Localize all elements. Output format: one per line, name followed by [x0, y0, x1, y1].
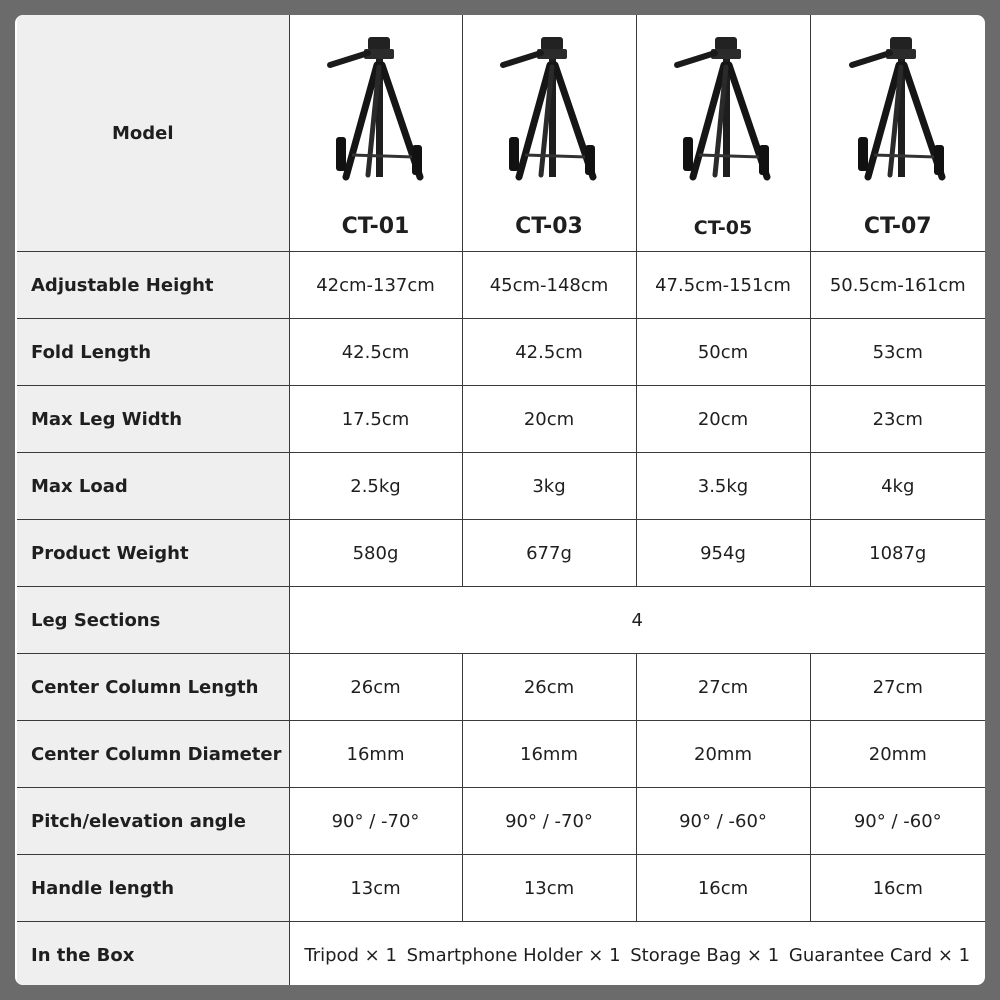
cell-value: 42.5cm	[289, 319, 462, 386]
row-label: Center Column Length	[17, 654, 289, 721]
spec-row-max-load	[17, 453, 985, 520]
model-name: CT-03	[515, 214, 583, 239]
spec-row-leg-sections	[17, 587, 985, 654]
box-item: Tripod × 1	[304, 944, 397, 966]
cell-value: 677g	[462, 520, 636, 587]
box-item: Storage Bag × 1	[630, 944, 780, 966]
tripod-icon	[324, 37, 428, 187]
cell-value: 27cm	[810, 654, 985, 721]
row-label: In the Box	[17, 922, 289, 986]
spec-row-product-weight	[17, 520, 985, 587]
cell-value: 50.5cm-161cm	[810, 252, 985, 319]
cell-value: 16cm	[636, 855, 810, 922]
row-label: Adjustable Height	[17, 252, 289, 319]
cell-value: 90° / -70°	[289, 788, 462, 855]
cell-value: 580g	[289, 520, 462, 587]
spec-row-max-leg-width	[17, 386, 985, 453]
cell-value: 53cm	[810, 319, 985, 386]
header-row	[17, 15, 985, 252]
spec-row-center-column-diameter	[17, 721, 985, 788]
cell-value: 45cm-148cm	[462, 252, 636, 319]
cell-value: 4	[289, 587, 985, 654]
spec-row-pitch-elevation-angle	[17, 788, 985, 855]
tripod-icon	[846, 37, 950, 187]
cell-value: 90° / -60°	[636, 788, 810, 855]
cell-value: 4kg	[810, 453, 985, 520]
model-name: CT-01	[341, 214, 410, 239]
in-the-box-cell	[289, 922, 985, 986]
cell-value: 23cm	[810, 386, 985, 453]
spec-row-in-the-box	[17, 922, 985, 986]
cell-value: 20cm	[462, 386, 636, 453]
tripod-icon	[671, 37, 775, 187]
cell-value: 20cm	[636, 386, 810, 453]
row-label: Max Leg Width	[17, 386, 289, 453]
spec-table	[17, 15, 985, 985]
model-name: CT-05	[693, 217, 753, 239]
row-label: Leg Sections	[17, 587, 289, 654]
tripod-icon	[497, 37, 601, 187]
cell-value: 26cm	[462, 654, 636, 721]
cell-value: 50cm	[636, 319, 810, 386]
cell-value: 1087g	[810, 520, 985, 587]
cell-value: 16mm	[289, 721, 462, 788]
row-label: Fold Length	[17, 319, 289, 386]
cell-value: 47.5cm-151cm	[636, 252, 810, 319]
spec-row-adjustable-height	[17, 252, 985, 319]
cell-value: 17.5cm	[289, 386, 462, 453]
cell-value: 42.5cm	[462, 319, 636, 386]
box-item: Guarantee Card × 1	[788, 944, 971, 966]
cell-value: 20mm	[636, 721, 810, 788]
row-label: Max Load	[17, 453, 289, 520]
model-cell	[289, 15, 462, 252]
row-label: Center Column Diameter	[17, 721, 289, 788]
cell-value: 2.5kg	[289, 453, 462, 520]
model-cell	[636, 15, 810, 252]
row-label: Handle length	[17, 855, 289, 922]
cell-value: 13cm	[289, 855, 462, 922]
model-cell	[810, 15, 985, 252]
cell-value: 27cm	[636, 654, 810, 721]
model-cell	[462, 15, 636, 252]
model-name: CT-07	[863, 214, 932, 239]
cell-value: 90° / -60°	[810, 788, 985, 855]
cell-value: 42cm-137cm	[289, 252, 462, 319]
cell-value: 954g	[636, 520, 810, 587]
row-label: Product Weight	[17, 520, 289, 587]
spec-row-center-column-length	[17, 654, 985, 721]
cell-value: 13cm	[462, 855, 636, 922]
box-item: Smartphone Holder × 1	[406, 944, 621, 966]
cell-value: 20mm	[810, 721, 985, 788]
model-label: Model	[17, 15, 289, 252]
cell-value: 90° / -70°	[462, 788, 636, 855]
spec-row-fold-length	[17, 319, 985, 386]
cell-value: 3kg	[462, 453, 636, 520]
cell-value: 3.5kg	[636, 453, 810, 520]
cell-value: 16cm	[810, 855, 985, 922]
spec-row-handle-length	[17, 855, 985, 922]
cell-value: 16mm	[462, 721, 636, 788]
spec-sheet	[15, 15, 985, 985]
row-label: Pitch/elevation angle	[17, 788, 289, 855]
cell-value: 26cm	[289, 654, 462, 721]
